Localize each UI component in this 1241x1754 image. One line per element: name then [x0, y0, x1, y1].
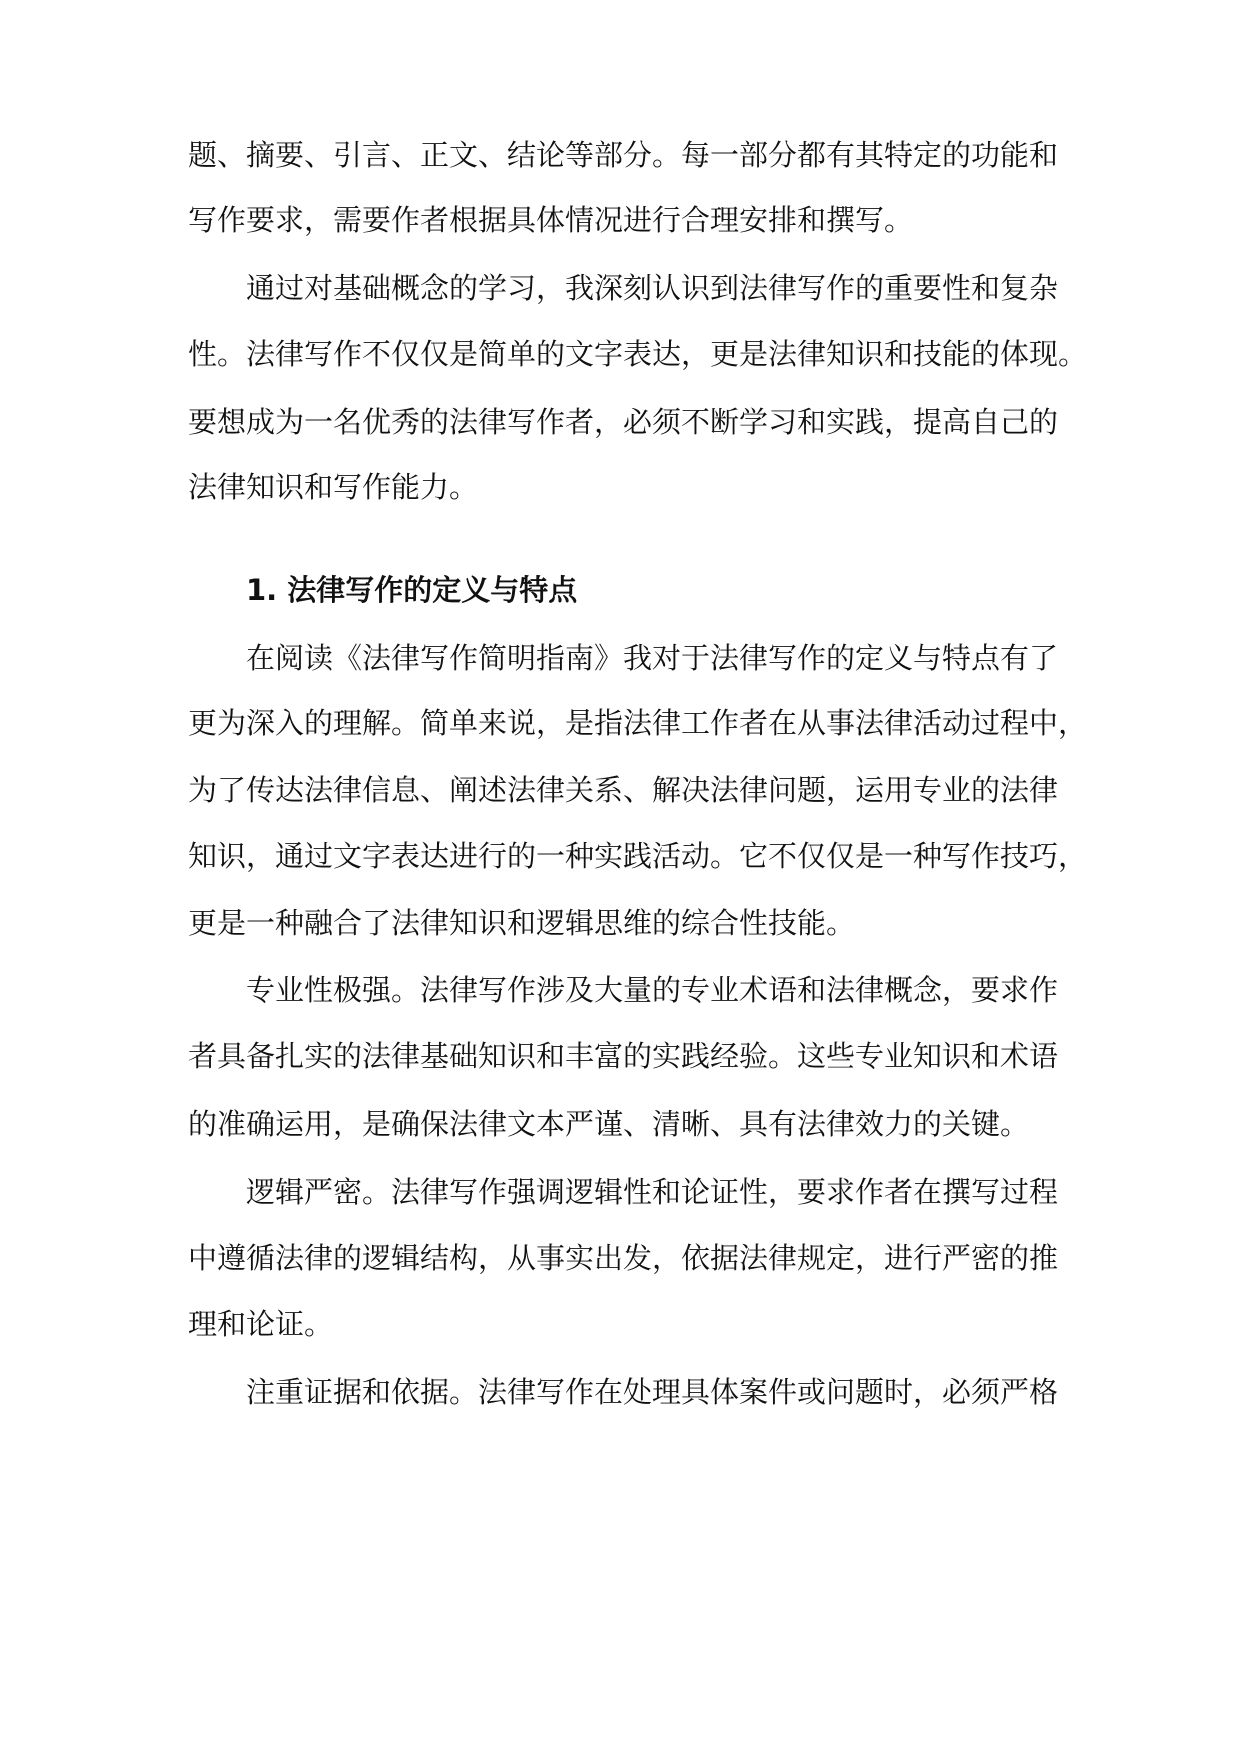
text-line: 专业性极强。法律写作涉及大量的专业术语和法律概念，要求作 — [246, 973, 1059, 1007]
text-line: 理和论证。 — [188, 1307, 334, 1341]
text-line: 题、摘要、引言、正文、结论等部分。每一部分都有其特定的功能和 — [188, 138, 1059, 172]
text-line: 为了传达法律信息、阐述法律关系、解决法律问题，运用专业的法律 — [188, 773, 1059, 807]
text-line: 中遵循法律的逻辑结构，从事实出发，依据法律规定，进行严密的推 — [188, 1241, 1059, 1275]
text-line: 的准确运用，是确保法律文本严谨、清晰、具有法律效力的关键。 — [188, 1107, 1030, 1141]
section-heading: 1. 法律写作的定义与特点 — [246, 573, 578, 607]
text-line: 在阅读《法律写作简明指南》我对于法律写作的定义与特点有了 — [246, 641, 1059, 675]
text-line: 性。法律写作不仅仅是简单的文字表达，更是法律知识和技能的体现。 — [188, 337, 1088, 371]
text-line: 法律知识和写作能力。 — [188, 470, 479, 504]
text-line: 更是一种融合了法律知识和逻辑思维的综合性技能。 — [188, 906, 856, 940]
text-line: 更为深入的理解。简单来说，是指法律工作者在从事法律活动过程中， — [188, 706, 1088, 740]
text-line: 要想成为一名优秀的法律写作者，必须不断学习和实践，提高自己的 — [188, 405, 1059, 439]
text-line: 写作要求，需要作者根据具体情况进行合理安排和撰写。 — [188, 203, 914, 237]
text-line: 者具备扎实的法律基础知识和丰富的实践经验。这些专业知识和术语 — [188, 1039, 1059, 1073]
text-line: 通过对基础概念的学习，我深刻认识到法律写作的重要性和复杂 — [246, 271, 1059, 305]
text-line: 知识，通过文字表达进行的一种实践活动。它不仅仅是一种写作技巧， — [188, 839, 1088, 873]
text-line: 逻辑严密。法律写作强调逻辑性和论证性，要求作者在撰写过程 — [246, 1175, 1059, 1209]
text-line: 注重证据和依据。法律写作在处理具体案件或问题时，必须严格 — [246, 1375, 1059, 1409]
